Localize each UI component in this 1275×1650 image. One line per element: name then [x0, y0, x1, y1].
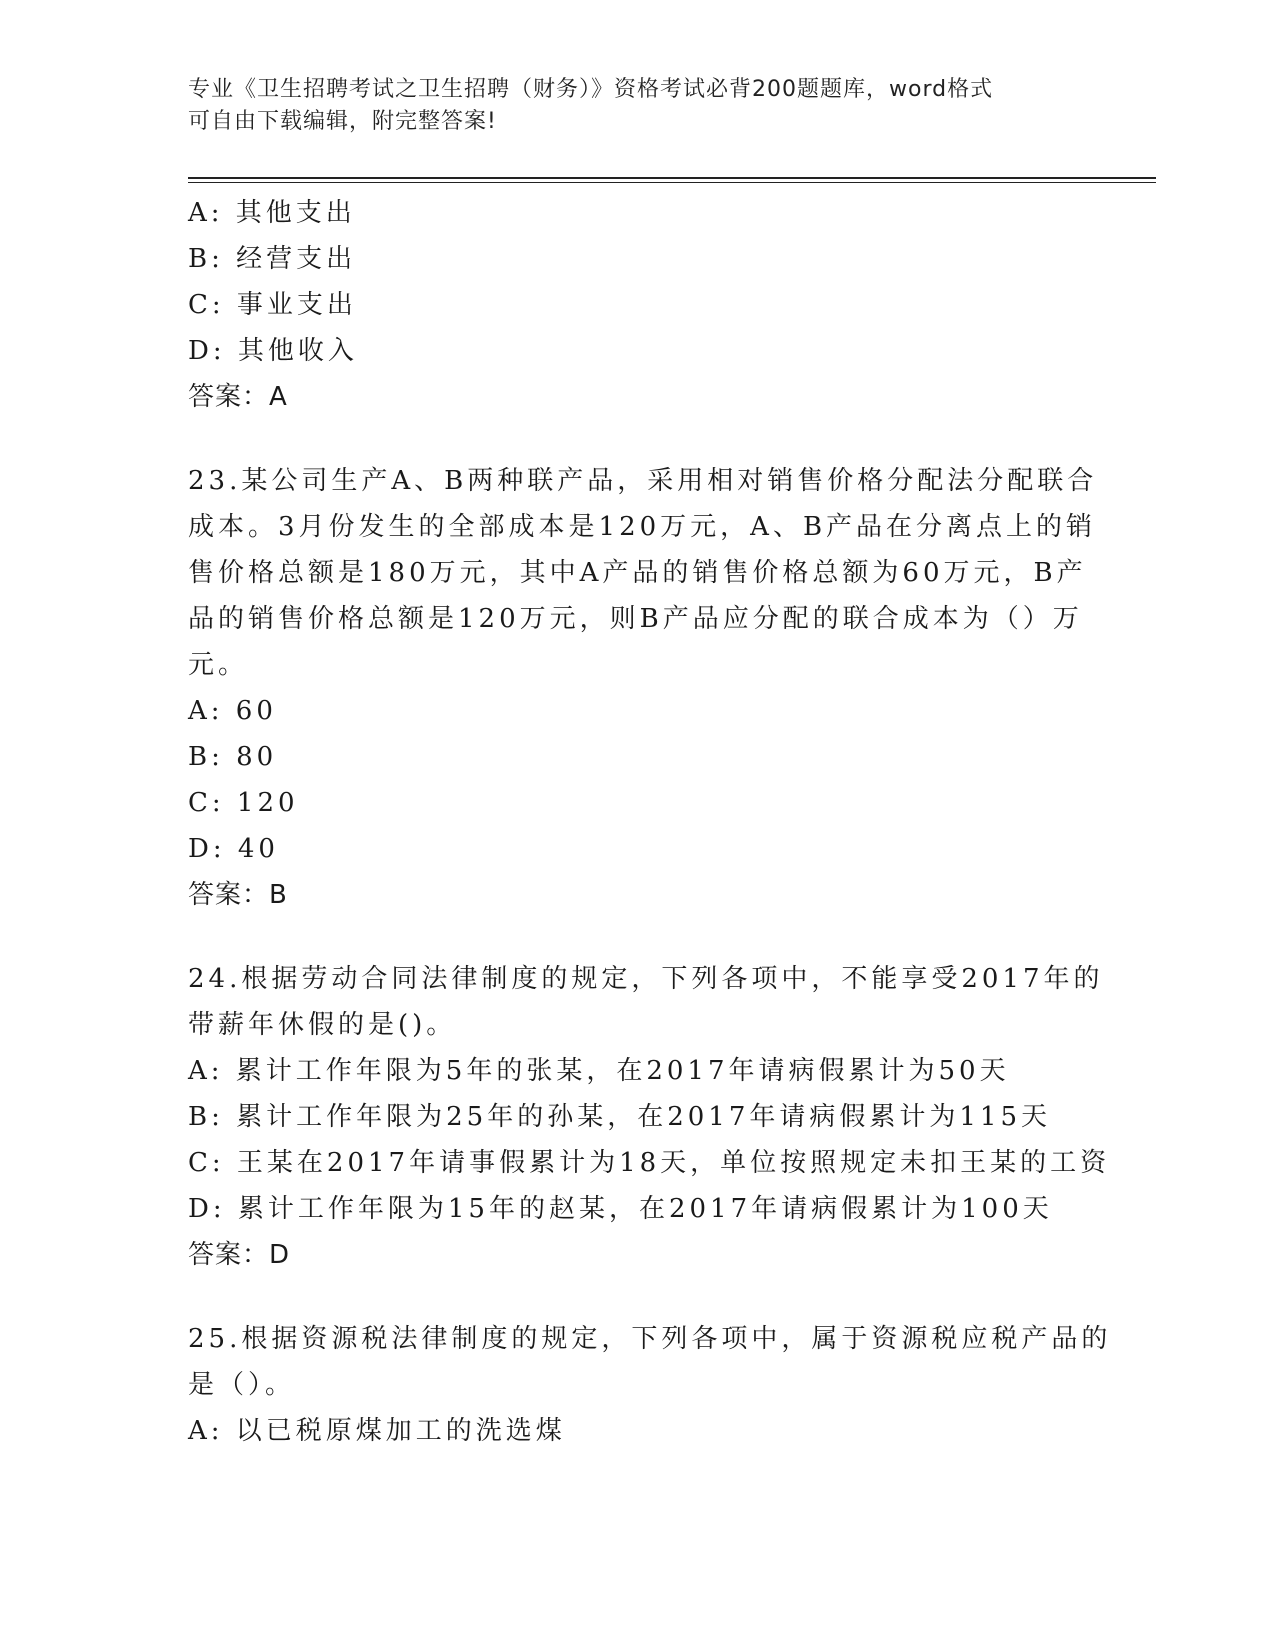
- question-text-line: 24.根据劳动合同法律制度的规定，下列各项中，不能享受2017年的: [188, 964, 1104, 994]
- question-text-line: 带薪年休假的是()。: [188, 1010, 457, 1040]
- question-23: [188, 458, 1098, 918]
- answer-line: 答案：D: [188, 1240, 291, 1270]
- option-a: A: 60: [188, 696, 277, 726]
- prev-question: [188, 190, 1088, 420]
- answer-line: 答案：A: [188, 382, 288, 412]
- question-text-line: 品的销售价格总额是120万元，则B产品应分配的联合成本为（）万: [188, 604, 1083, 634]
- option-a: A: 以已税原煤加工的洗选煤: [188, 1416, 566, 1446]
- question-25: [188, 1316, 1112, 1454]
- header-title-line2: 可自由下载编辑，附完整答案!: [188, 109, 497, 134]
- header-title-line1: 专业《卫生招聘考试之卫生招聘（财务）》资格考试必背200题题库，word格式: [188, 77, 994, 102]
- option-d: D: 其他收入: [188, 336, 358, 366]
- option-d: D: 累计工作年限为15年的赵某，在2017年请病假累计为100天: [188, 1194, 1053, 1224]
- question-content: [188, 190, 1112, 1454]
- question-text-line: 售价格总额是180万元，其中A产品的销售价格总额为60万元，B产: [188, 558, 1087, 588]
- option-b: B: 累计工作年限为25年的孙某，在2017年请病假累计为115天: [188, 1102, 1052, 1132]
- question-text-line: 25.根据资源税法律制度的规定，下列各项中，属于资源税应税产品的: [188, 1324, 1112, 1354]
- question-text-line: 成本。3月份发生的全部成本是120万元，A、B产品在分离点上的销: [188, 512, 1097, 542]
- question-text-line: 是（）。: [188, 1370, 296, 1400]
- option-b: B: 80: [188, 742, 278, 772]
- question-gap: [188, 918, 1088, 956]
- option-a: A: 累计工作年限为5年的张某，在2017年请病假累计为50天: [188, 1056, 1010, 1086]
- option-c: C: 120: [188, 788, 299, 818]
- header-rule-thick: [188, 177, 1156, 179]
- question-text-line: 元。: [188, 650, 249, 680]
- document-header: [188, 74, 1068, 138]
- question-gap: [188, 1278, 1088, 1316]
- question-text-line: 23.某公司生产A、B两种联产品，采用相对销售价格分配法分配联合: [188, 466, 1098, 496]
- option-c: C: 事业支出: [188, 290, 357, 320]
- answer-line: 答案：B: [188, 880, 288, 910]
- option-b: B: 经营支出: [188, 244, 357, 274]
- question-gap: [188, 420, 1088, 458]
- header-rule-thin: [188, 182, 1156, 183]
- option-c: C: 王某在2017年请事假累计为18天，单位按照规定未扣王某的工资: [188, 1148, 1111, 1178]
- option-d: D: 40: [188, 834, 279, 864]
- question-24: [188, 956, 1111, 1278]
- option-a: A: 其他支出: [188, 198, 356, 228]
